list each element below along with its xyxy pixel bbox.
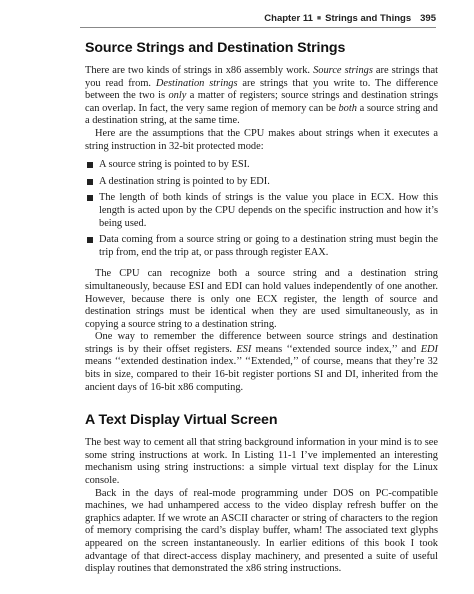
paragraph-real-mode: Back in the days of real-mode programming under DOS on PC-compatible machines, we had unhampered access to the video display refresh buffer on the graphics adapter. If we wrote an ASCII character or string of characters to the region of memory comprising the card’s display buffer, wham! The associated text glyphs appeared on the screen instantaneously. In earlier editions of this book I took advantage of that direct-access display machinery, and presented a suite of useful display routines that demonstrated the x86 string instructions. — [85, 487, 438, 575]
page-number: 395 — [420, 13, 436, 24]
paragraph-assumptions: Here are the assumptions that the CPU makes about strings when it executes a string instruction in 32-bit protected mode: — [85, 127, 438, 152]
assumptions-list — [85, 159, 438, 259]
list-item-text: A destination string is pointed to by EDI. — [99, 175, 270, 187]
text-run: means ‘‘extended destination index.’’ ‘‘Extended,’’ of course, means that they’re 32 bits in size, compared to their 16-bit register portions SI and DI, inherited from the ancient days of 16-bit x86 computing. — [85, 356, 438, 393]
list-item-text: Data coming from a source string or going to a destination string must begin the trip from, end the trip at, or pass through register EAX. — [99, 234, 438, 258]
paragraph-offset-registers — [85, 331, 438, 394]
text-run: a source string and a destination string, at the same time. — [85, 102, 438, 127]
list-item — [85, 176, 438, 189]
square-bullet-icon — [87, 195, 93, 201]
text-run: are strings that you write to. The difference between the two is — [85, 77, 438, 102]
separator-glyph: ■ — [316, 15, 322, 22]
text-run: a matter of registers; source strings and destination strings can overlap. In fact, the very same region of memory can be — [85, 90, 439, 114]
list-item — [85, 159, 438, 172]
page-body — [85, 40, 438, 576]
italic-term-source-strings: Source strings — [313, 65, 373, 76]
chapter-title: Strings and Things — [325, 13, 412, 24]
text-run: are strings that you read from. — [85, 65, 438, 89]
list-item — [85, 192, 438, 230]
list-item-text: A source string is pointed to by ESI. — [99, 159, 250, 171]
paragraph-intro — [85, 65, 438, 128]
section-heading-virtual-screen: A Text Display Virtual Screen — [85, 412, 278, 429]
square-bullet-icon — [87, 179, 93, 185]
text-run: means ‘‘extended source index,’’ and — [251, 343, 421, 355]
square-bullet-icon — [87, 237, 93, 243]
list-item-text: The length of both kinds of strings is the value you place in ECX. How this length is acted upon by the CPU depends on the specific instruction and how it’s being used. — [99, 192, 438, 229]
italic-term-edi: EDI — [420, 343, 438, 355]
paragraph-simultaneous: The CPU can recognize both a source string and a destination string simultaneously, because ESI and EDI can hold values independently of one another. However, because there is only one ECX register, the length of source and destination strings must be identical when they are used simultaneously, as in copying a source string to a destination string. — [85, 268, 438, 330]
italic-term-esi: ESI — [236, 343, 252, 355]
square-bullet-icon — [87, 162, 93, 168]
text-run: There are two kinds of strings in x86 assembly work. — [85, 65, 314, 76]
running-head — [264, 13, 436, 24]
italic-emphasis-both: both — [338, 102, 357, 114]
paragraph-listing-intro: The best way to cement all that string background information in your mind is to see some string instructions at work. In Listing 11-1 I’ve implemented an interesting mechanism using string instructions: a simple virtual text display for the Linux console. — [85, 437, 438, 487]
list-item — [85, 234, 438, 259]
header-rule — [80, 27, 436, 28]
text-run: One way to remember the difference between source strings and destination strings is by their offset registers. — [85, 331, 438, 355]
section-heading-source-destination: Source Strings and Destination Strings — [85, 40, 346, 56]
italic-term-destination-strings: Destination strings — [155, 77, 238, 89]
italic-emphasis-only: only — [168, 90, 187, 102]
chapter-label: Chapter 11 — [264, 13, 313, 24]
